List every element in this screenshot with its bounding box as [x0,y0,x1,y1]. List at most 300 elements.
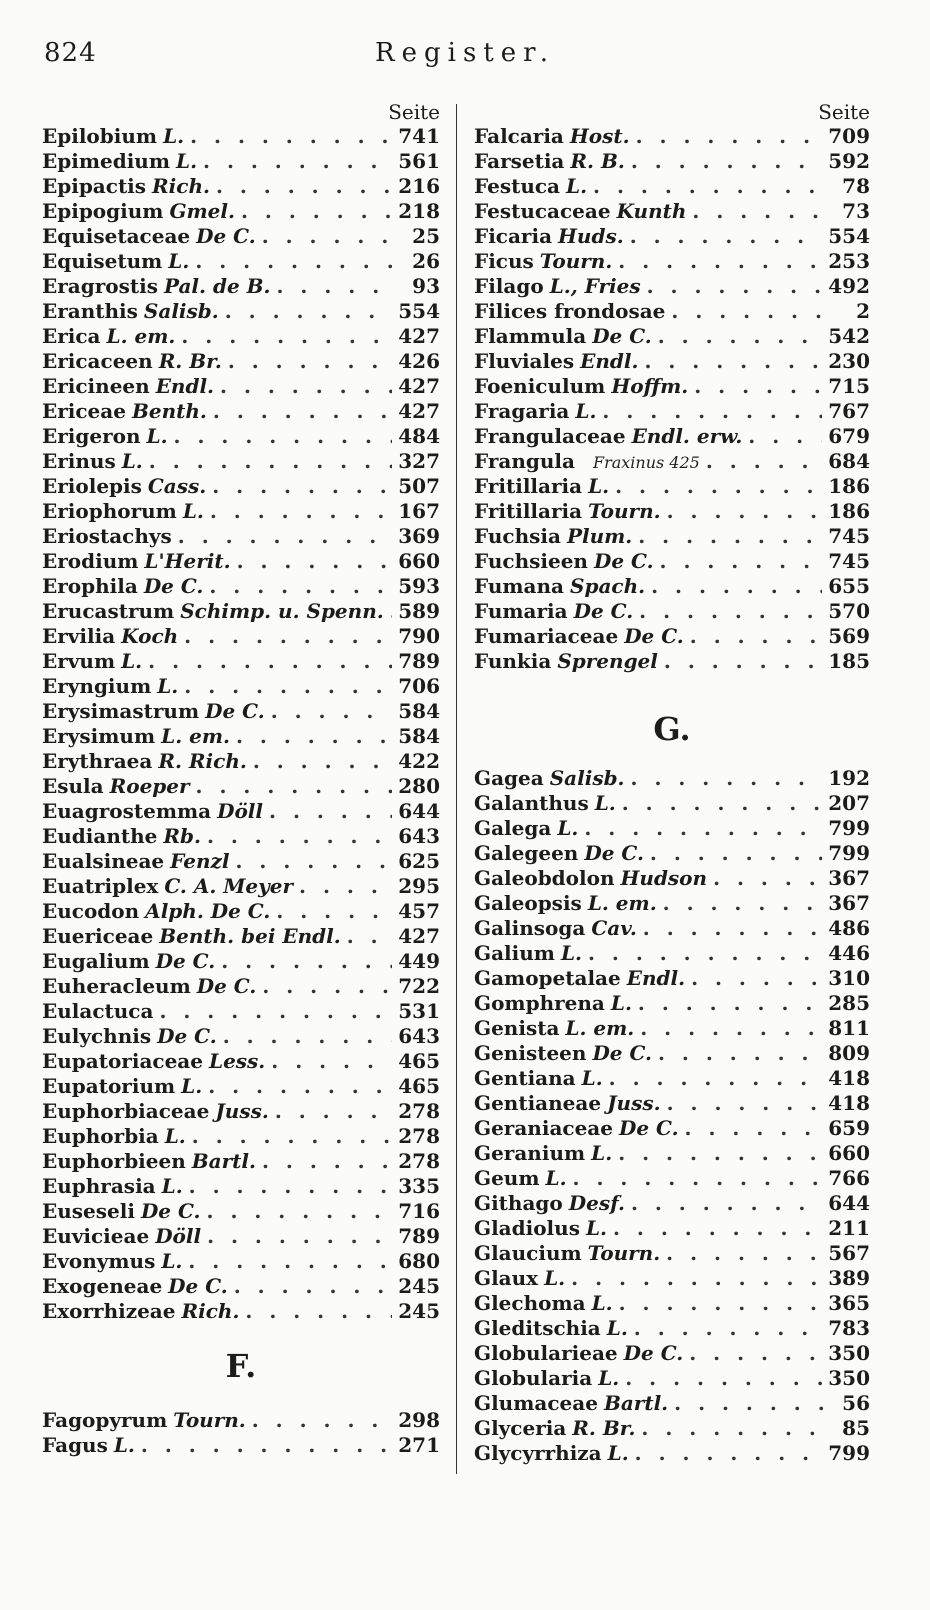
entry-name: Evonymus [42,1249,156,1273]
index-entry [42,449,440,474]
entry-author: L. [610,991,632,1015]
dot-leader [159,999,392,1024]
index-entry [42,924,440,949]
entry-page: 659 [828,1116,870,1140]
entry-page: 799 [828,1441,870,1465]
entry-name: Fagus [42,1433,108,1457]
index-entry [42,649,440,674]
index-entry [42,299,440,324]
entry-name: Euseseli [42,1199,135,1223]
entry-page: 427 [398,374,440,398]
entry-page: 567 [828,1241,870,1265]
entry-page: 783 [828,1316,870,1340]
entry-name: Erinus [42,449,116,473]
entry-name: Funkia [474,649,552,673]
entry-name: Galeopsis [474,891,582,915]
entry-author: L. [121,649,143,673]
dot-leader [148,649,392,674]
entry-page: 465 [398,1049,440,1073]
entry-page: 278 [398,1149,440,1173]
index-entry [42,624,440,649]
entry-page: 211 [828,1216,870,1240]
dot-leader [184,624,392,649]
dot-leader [666,1241,822,1266]
entry-author: De C. [618,1116,679,1140]
index-entry [42,149,440,174]
index-entry [474,574,870,599]
index-entry [474,766,870,791]
entry-author: De C. [584,841,644,865]
entry-page: 486 [828,916,870,940]
dot-leader [390,599,393,624]
dot-leader [253,749,392,774]
entry-page: 216 [398,174,440,198]
entry-page: 367 [828,866,870,890]
entry-author: L. [594,791,616,815]
right-column [474,100,870,1466]
dot-leader [236,724,392,749]
entry-author: De C. [196,224,256,248]
dot-leader [635,1441,823,1466]
entry-name: Erophila [42,574,138,598]
index-entry [42,1199,440,1224]
dot-leader [189,1174,393,1199]
entry-author: L. [168,249,190,273]
dot-leader [235,849,392,874]
index-entry [42,1224,440,1249]
left-column [42,100,440,1458]
dot-leader [622,791,823,816]
index-list [474,766,870,1466]
entry-author: Rb. [163,824,201,848]
entry-name: Glycyrrhiza [474,1441,602,1465]
index-entry [474,174,870,199]
entry-page: 554 [828,224,870,248]
dot-leader [277,274,397,299]
entry-author: L. [161,1174,183,1198]
index-entry [42,1433,440,1458]
dot-leader [347,924,393,949]
index-entry [42,874,440,899]
entry-author: De C. [143,574,204,598]
entry-name: Fuchsieen [474,549,588,573]
index-entry [42,899,440,924]
entry-author: Cav. [591,916,637,940]
entry-page: 809 [828,1041,870,1065]
index-entry [474,1141,870,1166]
entry-page: 271 [398,1433,440,1457]
dot-leader [271,1049,392,1074]
running-head: Register. [375,38,555,68]
entry-name: Erysimum [42,724,156,748]
entry-name: Epipogium [42,199,164,223]
entry-name: Gleditschia [474,1316,601,1340]
index-entry [42,474,440,499]
entry-name: Eudianthe [42,824,158,848]
dot-leader [694,374,822,399]
dot-leader [196,774,393,799]
dot-leader [209,574,392,599]
entry-author: De C. [168,1274,228,1298]
entry-name: Glaucium [474,1241,582,1265]
entry-page: 766 [828,1166,870,1190]
entry-page: 643 [398,824,440,848]
dot-leader [630,224,823,249]
entry-name: Euphrasia [42,1174,156,1198]
entry-name: Gomphrena [474,991,605,1015]
index-entry [474,1116,870,1141]
seite-label: Seite [388,100,440,124]
dot-leader [691,966,822,991]
entry-author: Döll [217,799,264,823]
entry-name: Fagopyrum [42,1408,168,1432]
entry-page: 369 [398,524,440,548]
entry-name: Globularia [474,1366,593,1390]
entry-page: 186 [828,499,870,523]
dot-leader [262,1149,392,1174]
entry-author: L. [557,816,579,840]
entry-page: 570 [828,599,870,623]
index-entry [42,349,440,374]
entry-name: Filago [474,274,544,298]
entry-author: De C. [592,324,652,348]
entry-name: Erodium [42,549,139,573]
entry-page: 593 [398,574,440,598]
index-entry [474,524,870,549]
entry-author: Hudson [620,866,708,890]
index-entry [474,1091,870,1116]
entry-page: 365 [828,1291,870,1315]
entry-page: 427 [398,324,440,348]
entry-name: Eryngium [42,674,152,698]
entry-name: Erica [42,324,101,348]
entry-name: Euericeae [42,924,154,948]
entry-name: Gentiana [474,1066,576,1090]
entry-page: 327 [398,449,440,473]
entry-author: R. Br. [572,1416,636,1440]
index-entry [474,274,870,299]
index-entry [474,324,870,349]
entry-author: Salisb. [549,766,625,790]
dot-leader [593,174,826,199]
entry-author: L. [575,399,597,423]
entry-name: Githago [474,1191,563,1215]
entry-author: L. [164,1124,186,1148]
dot-leader [613,1216,822,1241]
entry-name: Exorrhizeae [42,1299,176,1323]
index-entry [474,499,870,524]
entry-author: Hoffm. [611,374,689,398]
entry-author: L'Herit. [144,549,231,573]
entry-author: Schimp. u. Spenn. [180,599,384,623]
entry-name: Galegeen [474,841,579,865]
dot-leader [636,124,823,149]
dot-leader [641,1416,826,1441]
entry-page: 278 [398,1099,440,1123]
entry-name: Eupatoriaceae [42,1049,203,1073]
entry-page: 554 [398,299,440,323]
index-entry [42,274,440,299]
entry-name: Euphorbieen [42,1149,186,1173]
entry-page: 465 [398,1074,440,1098]
dot-leader [619,1291,823,1316]
index-entry [42,249,440,274]
dot-leader [225,299,393,324]
entry-page: 427 [398,924,440,948]
entry-name: Eriostachys [42,524,172,548]
entry-author: L. [591,1141,613,1165]
entry-page: 745 [828,549,870,573]
dot-leader [706,449,822,474]
entry-author: Tourn. [173,1408,246,1432]
entry-name: Euagrostemma [42,799,212,823]
entry-name: Fritillaria [474,499,583,523]
dot-leader [207,824,392,849]
index-entry [42,1299,440,1324]
dot-leader [221,949,392,974]
entry-author: R. B. [570,149,625,173]
entry-page: 457 [398,899,440,923]
entry-author: Koch [121,624,179,648]
index-entry [42,749,440,774]
dot-leader [618,1141,822,1166]
column-divider [456,104,457,1474]
entry-page: 295 [398,874,440,898]
entry-author: Pal. de B. [163,274,271,298]
entry-name: Fritillaria [474,474,583,498]
entry-name: Eugalium [42,949,150,973]
entry-name: Fumana [474,574,565,598]
index-entry [42,1249,440,1274]
entry-author: L. [607,1441,629,1465]
entry-author: Tourn. [587,1241,661,1265]
index-entry [474,124,870,149]
index-entry [474,1166,870,1191]
dot-leader [651,574,822,599]
entry-author: L. [176,149,198,173]
dot-leader [210,499,392,524]
dot-leader [638,524,822,549]
entry-author: L. [181,1074,203,1098]
entry-author: Fenzl [170,849,230,873]
index-entry [474,1316,870,1341]
entry-author: De C. [196,974,257,998]
entry-name: Eucodon [42,899,140,923]
entry-author: Endl. [580,349,639,373]
entry-page: 811 [828,1016,870,1040]
entry-author: L. [591,1291,613,1315]
index-entry [474,1441,870,1466]
dot-leader [639,599,822,624]
dot-leader [713,866,822,891]
index-entry [474,816,870,841]
entry-page: 680 [398,1249,440,1273]
entry-name: Galinsoga [474,916,586,940]
entry-name: Festuca [474,174,561,198]
dot-leader [647,274,823,299]
index-entry [42,849,440,874]
entry-author: L. [161,1249,183,1273]
index-entry [42,399,440,424]
entry-author: Endl. [626,966,686,990]
dot-leader [571,1266,822,1291]
index-entry [474,599,870,624]
index-entry [474,1291,870,1316]
entry-name: Erysimastrum [42,699,200,723]
entry-name: Festucaceae [474,199,611,223]
index-entry [474,941,870,966]
entry-name: Eriophorum [42,499,177,523]
index-entry [42,1149,440,1174]
entry-page: 799 [828,816,870,840]
dot-leader [276,899,392,924]
entry-author: L. em. [587,891,657,915]
entry-author: L. em. [161,724,230,748]
index-entry [474,299,870,324]
entry-page: 280 [398,774,440,798]
dot-leader [252,1408,393,1433]
index-entry [42,1174,440,1199]
entry-name: Galega [474,816,552,840]
dot-leader [658,1041,822,1066]
entry-name: Ervilia [42,624,116,648]
entry-name: Galeobdolon [474,866,615,890]
entry-page: 684 [828,449,870,473]
index-entry [42,324,440,349]
dot-leader [667,1091,823,1116]
entry-page: 644 [828,1191,870,1215]
entry-author: De C. [157,1024,217,1048]
entry-author: Bartl. [603,1391,669,1415]
dot-leader [584,816,822,841]
entry-page: 561 [398,149,440,173]
entry-author: L. em. [106,324,176,348]
entry-name: Fumaria [474,599,568,623]
index-entry [474,249,870,274]
entry-author: Roeper [109,774,190,798]
entry-name: Geum [474,1166,540,1190]
entry-page: 56 [842,1391,870,1415]
index-entry [474,866,870,891]
entry-name: Erucastrum [42,599,175,623]
entry-author: Rich. [152,174,210,198]
entry-name: Epimedium [42,149,170,173]
entry-page: 278 [398,1124,440,1148]
entry-author: Host. [569,124,630,148]
entry-page: 660 [828,1141,870,1165]
index-entry [474,991,870,1016]
entry-author: Gmel. [169,199,235,223]
entry-page: 644 [398,799,440,823]
index-entry [42,1274,440,1299]
entry-page: 625 [398,849,440,873]
entry-page: 643 [398,1024,440,1048]
dot-leader [663,891,823,916]
dot-leader [667,499,823,524]
entry-author: Salisb. [143,299,219,323]
entry-name: Eranthis [42,299,138,323]
index-entry [474,149,870,174]
index-entry [474,474,870,499]
entry-author: L. [182,499,204,523]
entry-page: 584 [398,699,440,723]
index-entry [474,349,870,374]
dot-leader [685,1116,823,1141]
entry-author: L. [163,124,185,148]
entry-author: Desf. [568,1191,625,1215]
entry-name: Genista [474,1016,560,1040]
entry-author: De C. [623,1341,684,1365]
index-list [42,1408,440,1458]
dot-leader [615,474,822,499]
entry-author: Plum. [566,524,633,548]
entry-author: De C. [140,1199,201,1223]
entry-name: Frangulaceae [474,424,626,448]
entry-page: 767 [828,399,870,423]
entry-name: Eupatorium [42,1074,176,1098]
entry-page: 78 [842,174,870,198]
index-entry [42,1124,440,1149]
entry-name: Ficaria [474,224,553,248]
dot-leader [181,324,392,349]
entry-page: 427 [398,399,440,423]
dot-leader [671,299,826,324]
entry-name: Flammula [474,324,587,348]
entry-author: L. [560,941,582,965]
entry-page: 367 [828,891,870,915]
index-entry [474,649,870,674]
dot-leader [237,549,393,574]
index-entry [42,724,440,749]
index-entry [474,791,870,816]
entry-page: 722 [398,974,440,998]
entry-name: Eragrostis [42,274,158,298]
index-entry [42,999,440,1024]
entry-author: L. [544,1266,566,1290]
entry-page: 745 [828,524,870,548]
entry-name: Equisetum [42,249,163,273]
dot-leader [262,224,396,249]
entry-author: De C. [592,1041,652,1065]
entry-page: 716 [398,1199,440,1223]
entry-author: De C. [573,599,634,623]
entry-name: Glaux [474,1266,539,1290]
entry-author: Endl. [155,374,215,398]
entry-name: Eulychnis [42,1024,152,1048]
dot-leader [208,1074,392,1099]
entry-page: 310 [828,966,870,990]
entry-author: Kunth [616,199,687,223]
entry-page: 245 [398,1274,440,1298]
entry-name: Euphorbia [42,1124,159,1148]
entry-page: 706 [398,674,440,698]
dot-leader [223,1024,393,1049]
entry-page: 185 [828,649,870,673]
entry-author: Spach. [570,574,646,598]
index-entry [474,891,870,916]
dot-leader [192,1124,392,1149]
entry-author: L. [566,174,588,198]
entry-name: Erigeron [42,424,141,448]
index-entry [42,1408,440,1433]
entry-page: 790 [398,624,440,648]
index-entry [42,599,440,624]
dot-leader [213,399,392,424]
index-entry [474,1041,870,1066]
index-entry [42,224,440,249]
dot-leader [664,649,822,674]
index-entry [474,1216,870,1241]
